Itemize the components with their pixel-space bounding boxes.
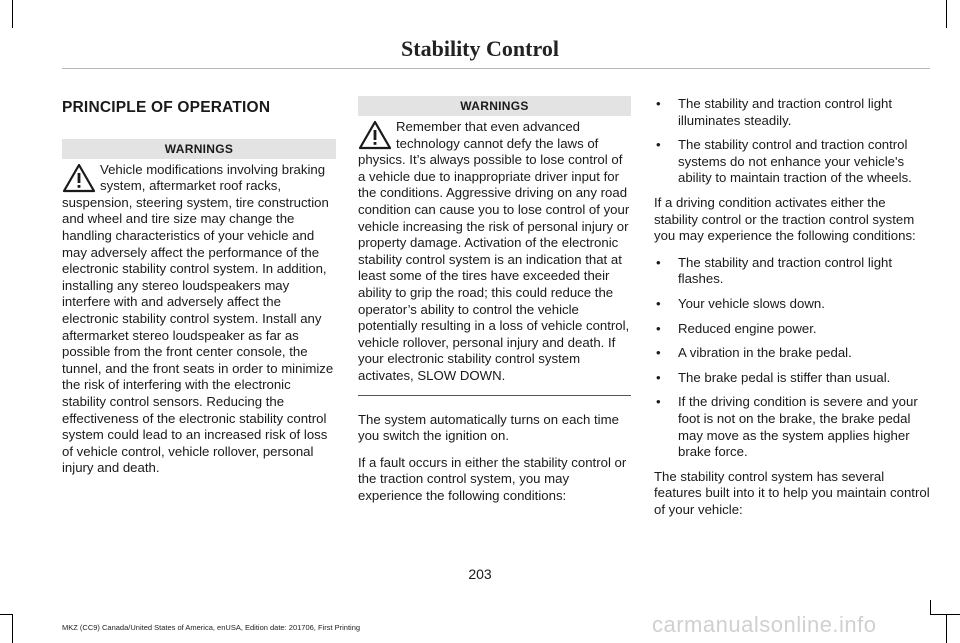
fault-conditions-list — [654, 96, 930, 187]
page-number: 203 — [468, 566, 492, 582]
list-item: • A vibration in the brake pedal. — [654, 345, 930, 362]
list-item: • The stability and traction control light flashes. — [654, 255, 930, 288]
paragraph: If a fault occurs in either the stability control or the traction control system, you may experience the following conditions: — [358, 454, 627, 503]
warning-triangle-icon — [62, 163, 96, 193]
list-item: • If the driving condition is severe and your foot is not on the brake, the brake pedal may move as the system applies higher brake force. — [654, 394, 930, 460]
warning-box-2 — [358, 119, 631, 385]
footer-edition-info: MKZ (CC9) Canada/United States of America, enUSA, Edition date: 201706, First Printing — [62, 623, 361, 632]
crop-mark-bottom-right-inner — [930, 600, 931, 615]
paragraph: The stability control system has several features built into it to help you maintain control of your vehicle: — [654, 468, 930, 517]
crop-mark-top-right-v — [946, 0, 947, 28]
section-heading: PRINCIPLE OF OPERATION — [62, 99, 271, 116]
warning-box-1 — [62, 162, 336, 477]
list-item: • Reduced engine power. — [654, 321, 930, 338]
list-item: • The brake pedal is stiffer than usual. — [654, 370, 930, 387]
warning-end-divider — [358, 395, 631, 396]
warning-text-2: Remember that even advanced technology cannot defy the laws of physics. It’s always possible to lose control of a vehicle due to inappropriate driver input for the conditions. Aggressive driving on any road condition can cause you to lose control of your vehicle increasing the risk of personal injury or property damage. Activation of the electronic stability control system is an indication that at least some of the tires have exceeded their ability to grip the road; this could reduce the operator’s ability to control the vehicle potentially resulting in a loss of vehicle control, vehicle rollover, personal injury and death. If your electronic stability control system activates, SLOW DOWN. — [358, 119, 630, 383]
activation-conditions-list — [654, 255, 930, 461]
column-1 — [62, 96, 336, 477]
page-header-title: Stability Control — [401, 36, 559, 61]
column-2 — [358, 96, 631, 514]
watermark: carmanualsonline.info — [652, 612, 877, 637]
warning-text-1: Vehicle modifications involving braking system, aftermarket roof racks, suspension, steering system, tire construction and wheel and tire size may change the handling characteristics of your vehicle and may adversely affect the performance of the electronic stability control system. In addition, installing any stereo loudspeakers may interfere with and adversely affect the electronic stability control system. Install any aftermarket stereo loudspeaker as far as possible from the front center console, the tunnel, and the front seats in order to minimize the risk of interfering with the electronic stability control sensors. Reducing the effectiveness of the electronic stability control system could lead to an increased risk of loss of vehicle control, vehicle rollover, personal injury and death. — [62, 161, 334, 476]
crop-mark-bottom-left-v — [12, 615, 13, 643]
crop-mark-bottom-left-h — [0, 614, 13, 615]
list-item: • Your vehicle slows down. — [654, 296, 930, 313]
paragraph: If a driving condition activates either the stability control or the traction control system you may experience the following conditions: — [654, 194, 916, 244]
list-item: • The stability and traction control light illuminates steadily. — [654, 96, 930, 129]
column-3 — [654, 96, 930, 528]
warnings-label-1: WARNINGS — [62, 139, 336, 159]
header-divider — [62, 68, 930, 69]
paragraph: The system automatically turns on each time you switch the ignition on. — [358, 411, 619, 444]
list-item: • The stability control and traction control systems do not enhance your vehicle's ability to maintain traction of the wheels. — [654, 137, 930, 187]
crop-mark-top-left-v — [12, 0, 13, 28]
crop-mark-bottom-right-v — [946, 615, 947, 643]
warning-triangle-icon — [358, 120, 392, 150]
warnings-label-2: WARNINGS — [358, 96, 631, 116]
crop-mark-bottom-right-h — [930, 614, 960, 615]
